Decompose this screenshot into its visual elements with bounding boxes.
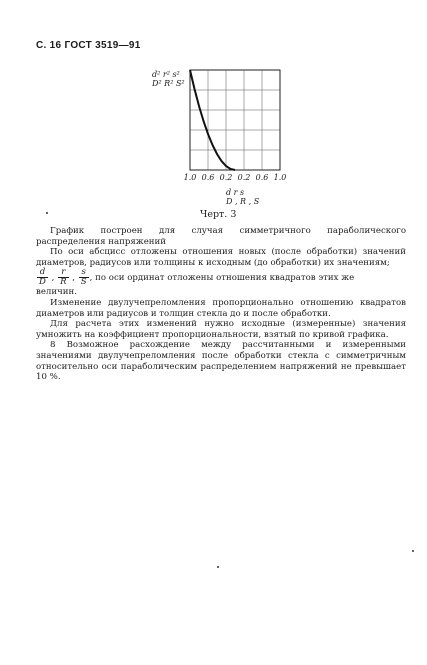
figure-chart [130, 62, 300, 212]
figure-caption: Черт. 3 [200, 209, 237, 220]
x-axis-label-top: d r s [226, 188, 245, 197]
speck-mark [46, 212, 48, 214]
paragraph-4: Изменение двулучепреломления пропорционально отношению квадратов диаметров или радиусов и толщин стекла до и после обработки. [36, 297, 406, 319]
x-tick-label: 0.2 [237, 173, 251, 182]
x-axis-label [226, 188, 266, 206]
x-axis-label-bottom: D , R , S [226, 197, 260, 206]
body-text [36, 226, 406, 383]
paragraph-5: Для расчета этих изменений нужно исходные (измеренные) значения умножить на коэффициент пропорциональности, взятый по кривой графика. [36, 319, 406, 340]
y-axis-label-top: d² r² s² [152, 70, 180, 79]
paragraph-1: График построен для случая симметричного параболического распределения напряжений [36, 226, 406, 247]
paragraph-3: $\frac{d}{D}$ , $\frac{r}{R}$ , $\frac{s}{S}$ , по оси ординат отложены отношения квадратов этих же [39, 267, 355, 288]
x-tick-label: 0.6 [255, 173, 269, 182]
speck-mark [412, 550, 414, 552]
fraction-r-R: $\frac{r}{R}$ [60, 267, 67, 288]
page-header: С. 16 ГОСТ 3519—91 [36, 40, 141, 51]
paragraph-6: 8 Возможное расхождение между рассчитанными и измеренными значениями двулучепреломления после обработки стекла с симметричным относительно оси параболическим распределением напряжений не превышает 10 %. [36, 340, 406, 383]
paragraph-2: По оси абсцисс отложены отношения новых (после обработки) значений диаметров, радиусов или толщины к исходным (до обработки) их значениям; [36, 247, 406, 268]
x-tick-label: 0.2 [219, 173, 233, 182]
x-tick-label: 1.0 [183, 173, 197, 182]
y-axis-label-bottom: D² R² S² [152, 79, 185, 88]
fraction-s-S: $\frac{s}{S}$ [80, 267, 87, 288]
fraction-d-D: $\frac{d}{D}$ [39, 267, 46, 288]
data-curve [190, 70, 235, 170]
speck-mark [217, 566, 219, 568]
paragraph-3-tail: , по оси ординат отложены отношения квадратов этих же [89, 273, 355, 284]
x-tick-label: 1.0 [273, 173, 287, 182]
chart-svg [130, 62, 300, 192]
x-tick-label: 0.6 [201, 173, 215, 182]
paragraph-3-end: величин. [36, 287, 77, 298]
